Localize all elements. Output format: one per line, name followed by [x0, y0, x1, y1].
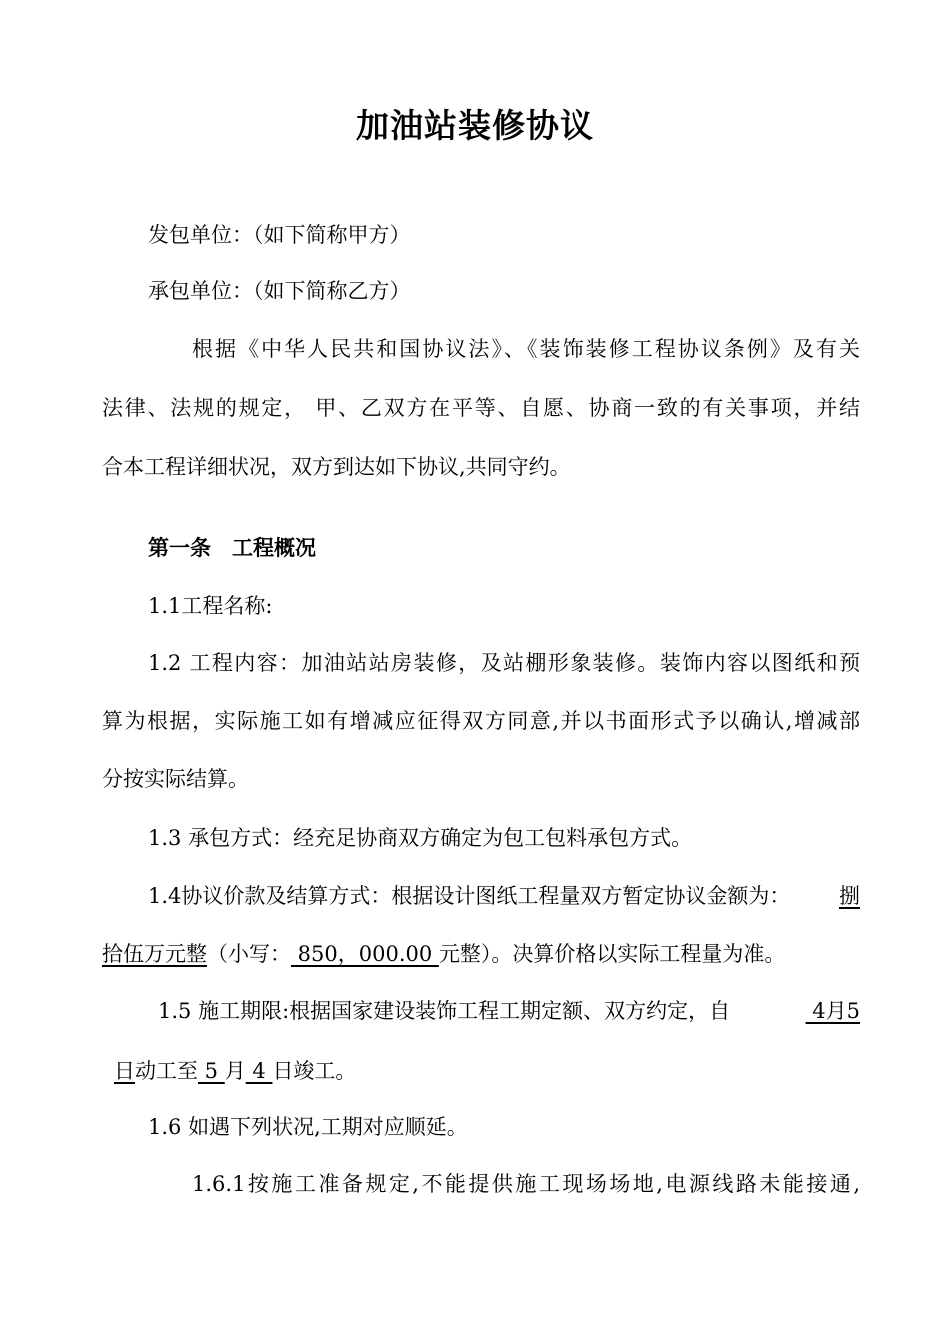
item-1-6-1: 1.6.1按施工准备规定,不能提供施工现场场地,电源线路未能接通,	[192, 1172, 860, 1196]
item-1-4-line-2	[102, 939, 785, 969]
amount-words-end: 拾伍万元整	[102, 942, 207, 966]
item-1-4-line-1	[148, 881, 860, 911]
amount-number: 850，000.00	[291, 942, 439, 966]
item-1-6: 1.6 如遇下列状况,工期对应顺延。	[148, 1115, 468, 1139]
item-1-5-line-1	[158, 996, 860, 1026]
item-1-3: 1.3 承包方式：经充足协商双方确定为包工包料承包方式。	[148, 826, 693, 850]
start-date-day: 日	[114, 1059, 135, 1083]
item-1-2-line-3: 分按实际结算。	[102, 767, 249, 791]
preamble-line-3: 合本工程详细状况，双方到达如下协议,共同守约。	[102, 455, 571, 479]
item-1-2-line-1: 1.2 工程内容：加油站站房装修，及站棚形象装修。装饰内容以图纸和预	[148, 651, 860, 675]
item-1-5-prefix: 1.5 施工期限:根据国家建设装饰工程工期定额、双方约定，自	[158, 999, 731, 1023]
preamble-line-2: 法律、法规的规定， 甲、乙双方在平等、自愿、协商一致的有关事项，并结	[102, 396, 860, 420]
preamble-line-1: 根据《中华人民共和国协议法》、《装饰装修工程协议条例》及有关	[192, 337, 860, 361]
item-1-5-suffix: 日竣工。	[272, 1059, 357, 1083]
month-char: 月	[224, 1059, 246, 1083]
item-1-5-mid: 动工至	[135, 1059, 198, 1083]
document-title: 加油站装修协议	[356, 106, 594, 145]
item-1-2-line-2: 算为根据，实际施工如有增减应征得双方同意,并以书面形式予以确认,增减部	[102, 709, 860, 733]
item-1-4-text: 1.4协议价款及结算方式：根据设计图纸工程量双方暂定协议金额为：	[148, 884, 791, 908]
item-1-1: 1.1工程名称:	[148, 594, 273, 618]
article-1-heading: 第一条 工程概况	[148, 535, 316, 560]
end-day: 4	[245, 1059, 273, 1083]
amount-small-suffix: 元整）。决算价格以实际工程量为准。	[438, 942, 786, 966]
item-1-5-line-2	[102, 1056, 356, 1086]
amount-small-prefix: （小写：	[207, 942, 291, 966]
amount-words-start: 捌	[839, 884, 860, 908]
party-b-line: 承包单位：（如下简称乙方）	[148, 279, 411, 303]
end-month: 5	[198, 1059, 225, 1083]
start-date: 4月5	[805, 999, 860, 1023]
party-a-line: 发包单位：（如下简称甲方）	[148, 223, 411, 247]
